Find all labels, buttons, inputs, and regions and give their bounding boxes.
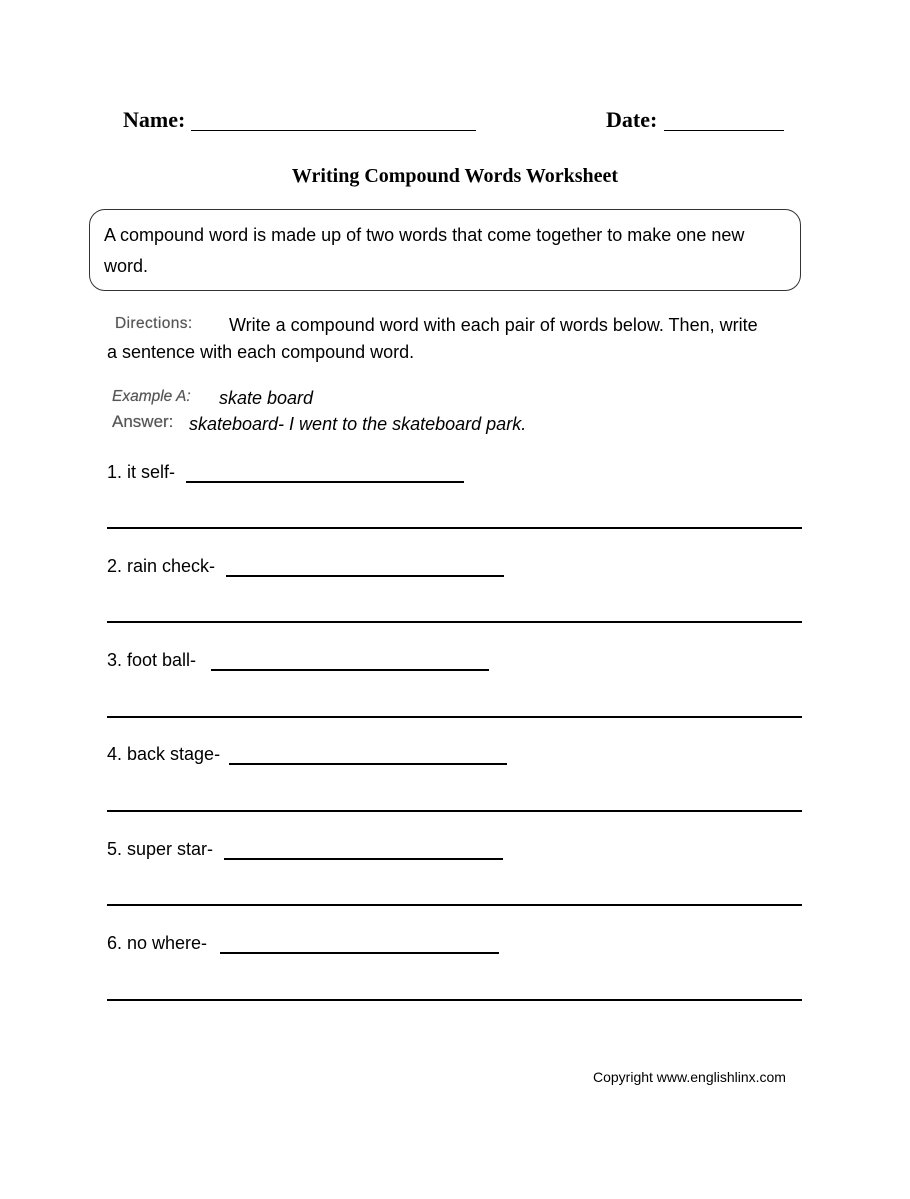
- sentence-blank[interactable]: [107, 621, 802, 623]
- date-label: Date:: [606, 107, 658, 132]
- compound-word-blank[interactable]: [211, 669, 489, 671]
- compound-word-blank[interactable]: [220, 952, 499, 954]
- sentence-blank[interactable]: [107, 810, 802, 812]
- example-label: Example A:: [112, 388, 191, 405]
- sentence-blank[interactable]: [107, 527, 802, 529]
- exercise-prompt: 6. no where-: [107, 933, 208, 953]
- exercise-prompt: 3. foot ball-: [107, 650, 197, 670]
- directions-text-line-2: a sentence with each compound word.: [107, 342, 415, 362]
- name-blank[interactable]: [191, 130, 476, 131]
- compound-word-blank[interactable]: [224, 858, 503, 860]
- name-label: Name:: [123, 107, 186, 132]
- directions-label: Directions:: [115, 315, 193, 332]
- exercise-prompt: 4. back stage-: [107, 744, 221, 764]
- sentence-blank[interactable]: [107, 716, 802, 718]
- date-blank[interactable]: [664, 130, 784, 131]
- exercise-prompt: 2. rain check-: [107, 556, 216, 576]
- worksheet-title: Writing Compound Words Worksheet: [291, 165, 619, 187]
- compound-word-blank[interactable]: [226, 575, 504, 577]
- directions-text-line-1: Write a compound word with each pair of words below. Then, write: [229, 315, 758, 335]
- sentence-blank[interactable]: [107, 904, 802, 906]
- compound-word-blank[interactable]: [229, 763, 507, 765]
- answer-label: Answer:: [112, 412, 174, 431]
- example-text: skate board: [219, 388, 314, 408]
- exercise-prompt: 5. super star-: [107, 839, 214, 859]
- exercise-prompt: 1. it self-: [107, 462, 176, 482]
- compound-word-blank[interactable]: [186, 481, 464, 483]
- copyright-notice: Copyright www.englishlinx.com: [593, 1069, 786, 1085]
- definition-text: A compound word is made up of two words that come together to make one new word.: [104, 225, 745, 276]
- answer-text: skateboard- I went to the skateboard park.: [189, 414, 527, 434]
- sentence-blank[interactable]: [107, 999, 802, 1001]
